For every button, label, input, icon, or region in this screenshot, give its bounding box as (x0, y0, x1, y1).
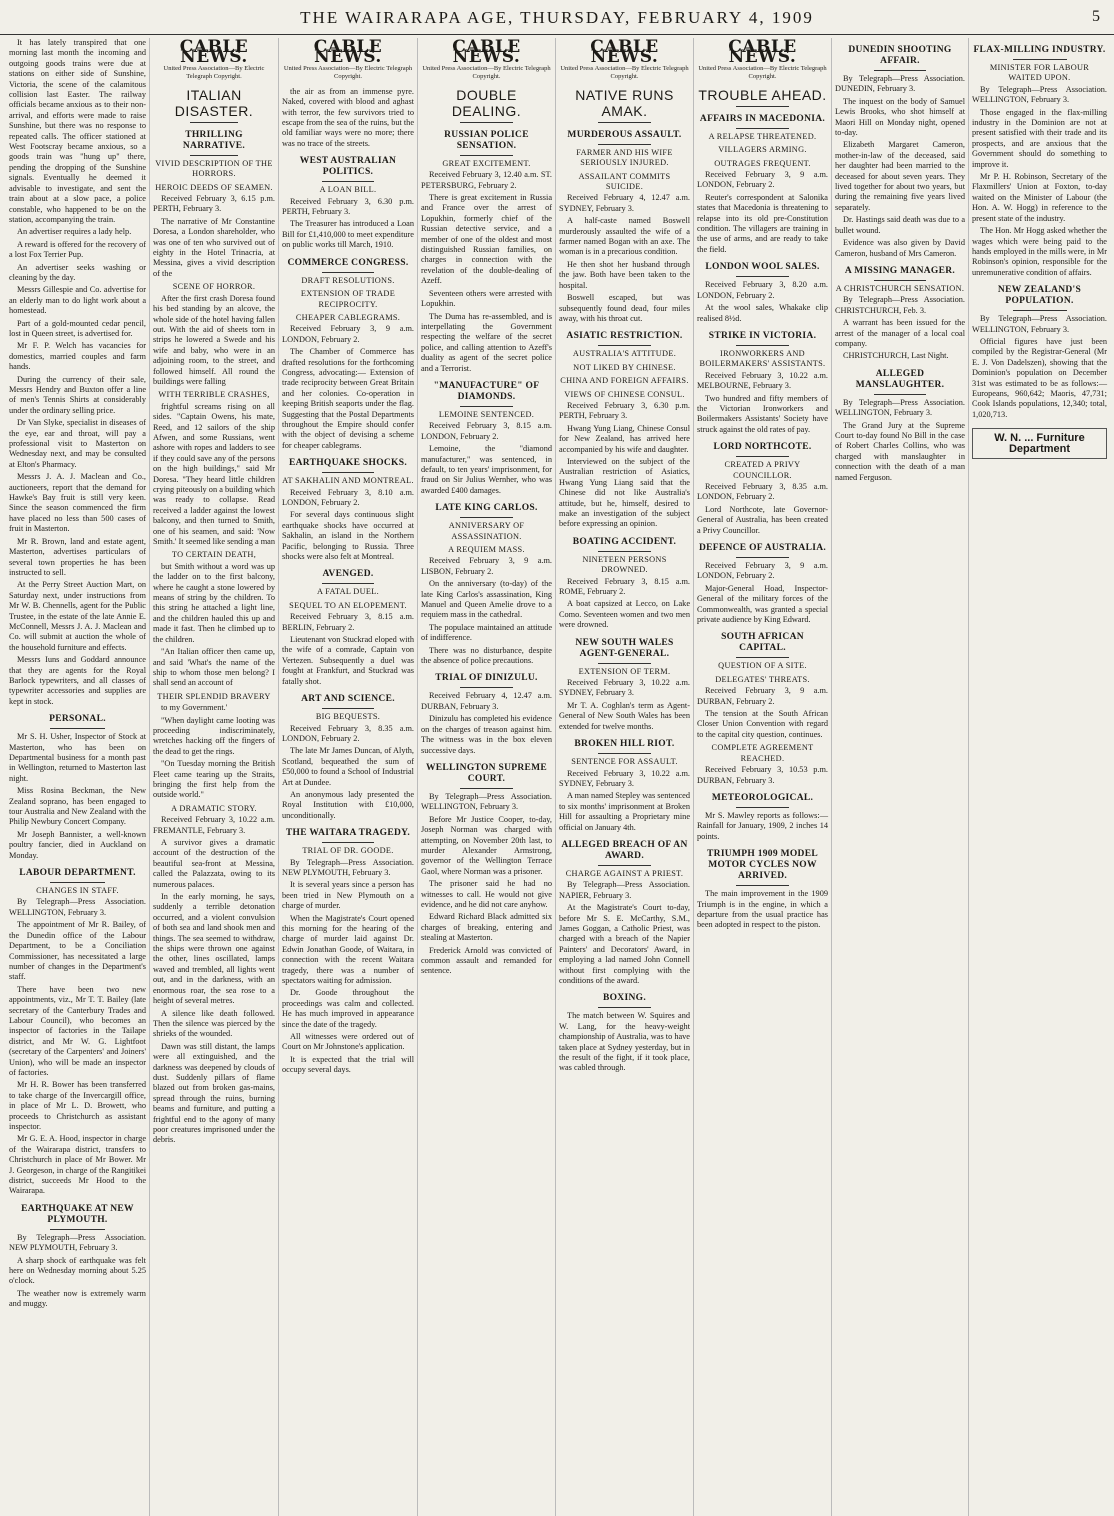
divider (598, 345, 650, 346)
paragraph: A half-caste named Boswell murderously assaulted the wife of a farmer named Bogan with an axe. The woman is in a precarious condition. (559, 216, 690, 257)
divider (736, 657, 788, 658)
main-headline: ITALIAN DISASTER. (174, 86, 254, 119)
paragraph: Lord Northcote, late Governor-General of Australia, has been created a Privy Councillor. (697, 504, 828, 535)
paragraph: By Telegraph—Press Association. NEW PLYMOUTH, February 3. (9, 1232, 146, 1253)
divider (322, 583, 375, 584)
paragraph: The Hon. Mr Hogg asked whether the wages which were being paid to the hands employed in the mills were, in Mr Robinson's opinion, responsible for the unremunerative condition of affairs. (972, 226, 1107, 277)
column-8 (968, 38, 1110, 1516)
paragraph: There have been two new appointments, viz., Mr T. T. Bailey (late secretary of the Canterbury Trades and Labour Council), who becomes an inspector of factories in the Tailape district, and Mr W. G. Lightfoot (secretary of the Carpenters' and Joiners' Union), who will be made an inspector of factories. (9, 984, 146, 1077)
headline: SOUTH AFRICAN CAPITAL. (721, 632, 804, 654)
divider (736, 106, 788, 107)
subheading: HEROIC DEEDS OF SEAMEN. (155, 182, 273, 192)
paragraph: The narrative of Mr Constantine Doresa, a London shareholder, who was one of ten who survived out of eighty in the Hotel Trinacria, at Messina, gives a vivid description of the (153, 216, 275, 278)
paragraph: The prisoner said he had no witnesses to call. He would not give evidence, and he did not care anyhow. (421, 879, 552, 909)
paragraph: On the anniversary (to-day) of the late King Carlos's assassination, King Manuel and Queen Amelie drove to a requiem mass in the cathedral. (421, 579, 552, 620)
subheading: VIVID DESCRIPTION OF THE HORRORS. (155, 158, 273, 179)
paragraph: Received February 3, 8.15 a.m. LONDON, February 2. (421, 421, 552, 441)
paragraph: The Treasurer has introduced a Loan Bill for £1,410,000 to meet expenditure on public works till March, 1910. (282, 219, 414, 250)
wire-credit: United Press Association—By Electric Telegraph Copyright. (283, 64, 413, 80)
subheading: SEQUEL TO AN ELOPEMENT. (289, 600, 407, 610)
headline: PERSONAL. (49, 714, 106, 725)
newspaper-title: THE WAIRARAPA AGE, THURSDAY, FEBRUARY 4, 1909 (300, 8, 814, 27)
main-headline: NATIVE RUNS AMAK. (575, 86, 674, 119)
divider (1013, 59, 1067, 60)
subheading: VILLAGERS ARMING. (718, 145, 807, 155)
divider (322, 272, 375, 273)
headline: FLAX-MILLING INDUSTRY. (973, 45, 1106, 55)
divider (460, 517, 512, 518)
paragraph: Dawn was still distant, the lamps were all extinguished, and the darkness was deepened by clouds of dust. Suddenly pillars of flame blazed out from broken gas-mains, spread through the ruins, burning beams and furniture, and putting a frightful end to the agony of many poor creatures imprisoned under the debris. (153, 1041, 275, 1145)
subheading: NINETEEN PERSONS DROWNED. (582, 554, 667, 575)
paragraph: Before Mr Justice Cooper, to-day, Joseph Norman was charged with attempting, on November 20th last, to murder Alexander Armstrong, governor of the Wellington Terrace Gaol, where Norman was a prisoner. (421, 814, 552, 876)
headline: NEW SOUTH WALES AGENT-GENERAL. (575, 637, 674, 659)
divider (598, 663, 650, 664)
divider (736, 885, 788, 886)
paragraph: The populace maintained an attitude of indifference. (421, 622, 552, 643)
subheading: VIEWS OF CHINESE CONSUL. (564, 389, 685, 399)
divider (736, 807, 788, 808)
paragraph: Received February 4, 12.47 a.m. DURBAN, February 3. (421, 691, 552, 711)
subheading: A LOAN BILL. (319, 185, 377, 195)
divider (736, 128, 788, 129)
divider (460, 122, 512, 123)
divider (50, 882, 105, 883)
column-3 (278, 38, 417, 1516)
paragraph: The Grand Jury at the Supreme Court to-day found No Bill in the case of Robert Charles Collins, who was charged with manslaughter in connection with the death of a man named Ferguson. (835, 420, 965, 482)
paragraph: Received February 3, 8.10 a.m. LONDON, February 2. (282, 487, 414, 507)
headline: THRILLING NARRATIVE. (182, 129, 246, 151)
paragraph: A sharp shock of earthquake was felt here on Wednesday morning about 5.25 o'clock. (9, 1255, 146, 1286)
paragraph: Major-General Hoad, Inspector-General of the military forces of the Commonwealth, was granted a special private audience by King Edward. (697, 583, 828, 625)
paragraph: Mr S. Mawley reports as follows:—Rainfall for January, 1909, 2 inches 14 points. (697, 810, 828, 841)
paragraph: Interviewed on the subject of the Australian restriction of Asiatics, Hwang Yung Liang said that the Chinese did not like Australia's attitude, but he, himself, desired to make an investigation of the subject before expressing an opinion. (559, 456, 690, 529)
masthead (0, 6, 1114, 35)
headline: ASIATIC RESTRICTION. (566, 331, 683, 342)
paragraph: The weather now is extremely warm and muggy. (9, 1288, 146, 1309)
paragraph: A reward is offered for the recovery of a lost Fox Terrier Pup. (9, 239, 146, 260)
subheading: A FATAL DUEL. (316, 587, 379, 597)
paragraph: An anonymous lady presented the Royal Institution with £10,000, unconditionally. (282, 789, 414, 820)
paragraph: By Telegraph—Press Association. WELLINGTON, February 3. (972, 84, 1107, 105)
subheading: FARMER AND HIS WIFE SERIOUSLY INJURED. (576, 147, 673, 168)
paragraph: Mr R. Brown, land and estate agent, Masterton, advertises particulars of several town properties he has been instructed to sell. (9, 536, 146, 577)
paragraph: Received February 3, 9 a.m. LISBON, February 2. (421, 556, 552, 576)
paragraph: It has lately transpired that one morning last month the incoming and outgoing goods trains were due at stations on either side of Sunshine, Victoria, the scene of the calamitous collision last Easter. The railway officials became anxious as to their non-arrival, and efforts were made to raise Sunshine, but there was no response to repeated calls. The officer stationed at West Footscray became anxious, so a goods train was "hung up" there, pending the dropping of the Sunshine signals. Eventually he deemed it advisable to investigate, and sent the train about at a slow pace, a police constable, who happened to be on the station, accompanying the train. (9, 38, 146, 224)
paragraph: By Telegraph—Press Association. CHRISTCHURCH, Feb. 3. (835, 295, 965, 315)
divider (598, 551, 650, 552)
subheading: CHINA AND FOREIGN AFFAIRS. (560, 376, 689, 386)
headline: ALLEGED MANSLAUGHTER. (855, 368, 945, 390)
paragraph: Received February 3, 6.30 p.m. PERTH, February 3. (282, 196, 414, 217)
paragraph: After the first crash Doresa found his bed standing by an alcove, the whole side of the hotel having fallen out. With the aid of sheets torn in strips he lowered a Swede and his wife and baby, who were in an adjoining room, to the street, and followed himself. All round the buildings were falling (153, 293, 275, 386)
page-number: 5 (1092, 8, 1100, 25)
headline: BOATING ACCIDENT. (572, 536, 677, 547)
main-headline: TROUBLE AHEAD. (698, 86, 827, 103)
paragraph: There is great excitement in Russia and France over the arrest of Lopukhin, formerly chief of the Russian detective service, and a member of one of the oldest and most distinguished Russian families, on charges in connection with the revelation of the double-dealing of Azeff. (421, 193, 552, 286)
paragraph: At the Magistrate's Court to-day, before Mr S. E. McCarthy, S.M., James Goggan, a Catholic Priest, was charged with a breach of the Napier Painters' and Decorators' Award, in employing a lad named John Connell without first complying with the conditions of the award. (559, 903, 690, 985)
headline: DEFENCE OF AUSTRALIA. (698, 543, 827, 553)
paragraph: Dinizulu has completed his evidence on the charges of treason against him. The witness was in the box eleven successive days. (421, 714, 552, 755)
advertisement: W. N. ... Furniture Department (972, 428, 1107, 459)
divider (874, 70, 926, 71)
wire-credit: United Press Association—By Electric Telegraph Copyright. (698, 64, 827, 80)
paragraph: He then shot her husband through the jaw. Both have been taken to the hospital. (559, 259, 690, 290)
paragraph: It is expected that the trial will occupy several days. (282, 1054, 414, 1075)
column-2 (149, 38, 278, 1516)
divider (736, 456, 788, 457)
paragraph: A warrant has been issued for the arrest of the manager of a local coal company. (835, 318, 965, 348)
paragraph: Mr P. H. Robinson, Secretary of the Flaxmillers' Union at Foxton, to-day waited on the Minister of Labour (the Hon. A. W. Hogg) in reference to the present state of the industry. (972, 172, 1107, 223)
subheading: AT SAKHALIN AND MONTREAL. (282, 476, 414, 486)
subheading: WITH TERRIBLE CRASHES, (158, 390, 270, 400)
paragraph: Mr T. A. Coghlan's term as Agent-General of New South Wales has been extended for twelve months. (559, 700, 690, 731)
section-title: CABLE NEWS. (179, 38, 249, 68)
paragraph: Hwang Yung Liang, Chinese Consul for New Zealand, has arrived here accompanied by his wife and daughter. (559, 423, 690, 454)
paragraph: Evidence was also given by David Cameron, husband of Mrs Cameron. (835, 238, 965, 258)
section-title: CABLE NEWS. (590, 38, 659, 68)
headline: STRIKE IN VICTORIA. (708, 330, 817, 341)
paragraph: Boswell escaped, but was subsequently found dead, four miles away, with his throat cut. (559, 293, 690, 323)
paragraph: At the Perry Street Auction Mart, on Saturday next, under instructions from Mr W. B. Chennells, agent for the Public Trustee, in the estate of the late Annie E. McConnell, Messrs J. A. J. Maclean and Co. will submit at auction the whole of the household furniture and effects. (9, 580, 146, 652)
wire-credit: United Press Association—By Electric Telegraph Copyright. (422, 64, 551, 80)
paragraph: Received February 3, 10.22 a.m. FREMANTLE, February 3. (153, 815, 275, 835)
headline: LONDON WOOL SALES. (705, 262, 820, 273)
paragraph: CHRISTCHURCH, Last Night. (843, 351, 949, 361)
paragraph: In the early morning, he says, suddenly a terrible detonation occurred, and a violent convulsion of both sea and land shook men and things. The sea seemed to withdraw, the ships were thrown one against the other, lines oscillated, lamps waved and trembled, all lights went out, and in the darkness, with an enormous roar, the sea rose to a height of several metres. (153, 892, 275, 1006)
subheading: A DRAMATIC STORY. (171, 803, 257, 813)
paragraph: By Telegraph—Press Association. WELLINGTON, February 3. (835, 397, 965, 418)
subheading: IRONWORKERS AND BOILERMAKERS' ASSISTANTS. (699, 348, 826, 369)
paragraph: Mr H. R. Bower has been transferred to take charge of the Invercargill office, in place of Mr L. D. Browett, who proceeds to Christchurch as assistant inspector. (9, 1080, 146, 1131)
column-5 (555, 38, 693, 1516)
column-1 (6, 38, 149, 1516)
paragraph: By Telegraph—Press Association. WELLINGTON, February 3. (421, 791, 552, 812)
paragraph: Received February 3, 6.30 p.m. PERTH, February 3. (559, 400, 690, 421)
paragraph: Received February 3, 9 a.m. LONDON, February 2. (697, 170, 828, 190)
divider (322, 842, 375, 843)
subheading: BIG BEQUESTS. (315, 712, 381, 722)
divider (460, 788, 512, 789)
headline: EARTHQUAKE SHOCKS. (288, 458, 408, 469)
divider (322, 708, 375, 709)
paragraph: The Chamber of Commerce has drafted resolutions for the forthcoming Congress, advocating:— Extension of trade reciprocity between Great Britain and her colonies. Co-operation in keeping British seaports under the flag. Suggesting that the Postal Departments throughout the Empire should confer with the object of devising a scheme for cheaper cablegrams. (282, 347, 414, 450)
paragraph: Received February 3, 8.15 a.m. BERLIN, February 2. (282, 612, 414, 632)
divider (50, 1229, 105, 1230)
divider (736, 276, 788, 277)
divider (1013, 310, 1067, 311)
paragraph: At the wool sales, Whakake clip realised 8½d. (697, 303, 828, 323)
paragraph: Mr F. P. Welch has vacancies for domestics, married couples and farm hands. (9, 341, 146, 372)
subheading: TO CERTAIN DEATH, (171, 550, 257, 560)
headline: WELLINGTON SUPREME COURT. (425, 762, 548, 784)
headline: AFFAIRS IN MACEDONIA. (699, 113, 826, 124)
subheading: LEMOINE SENTENCED. (438, 409, 535, 419)
subheading: QUESTION OF A SITE. (718, 661, 807, 671)
paragraph: A silence like death followed. Then the silence was pierced by the shrieks of the wounded. (153, 1008, 275, 1039)
headline: LABOUR DEPARTMENT. (19, 868, 136, 879)
headline: TRIUMPH 1909 MODEL MOTOR CYCLES NOW ARRIVED. (707, 849, 818, 882)
paragraph: Dr Van Slyke, specialist in diseases of the eye, ear and throat, will pay a professional visit to Masterton on Wednesday next, and may be consulted at Elton's Pharmacy. (9, 418, 146, 469)
paragraph: "On Tuesday morning the British Fleet came tearing up the Straits, bringing the first help from the outside world." (153, 759, 275, 800)
subheading: ANNIVERSARY OF ASSASSINATION. (448, 521, 525, 541)
wire-credit: United Press Association—By Electric Telegraph Copyright. (560, 64, 689, 80)
wire-credit: United Press Association—By Electric Telegraph Copyright. (163, 64, 265, 80)
paragraph: By Telegraph—Press Association. NEW PLYMOUTH, February 3. (282, 857, 414, 877)
divider (736, 345, 788, 346)
column-7 (831, 38, 968, 1516)
paragraph: For several days continuous slight earthquake shocks have occurred at Sakhalin, an island in the Northern Pacific, belonging to Russia. Three shocks were also felt at Montreal. (282, 510, 414, 562)
paragraph: "An Italian officer then came up, and said 'What's the name of the ship to whom those men belong? I shall send an account of (153, 647, 275, 688)
paragraph: Received February 3, 8.35 a.m. LONDON, February 2. (282, 723, 414, 743)
headline: THE WAITARA TRAGEDY. (285, 828, 411, 839)
headline: "MANUFACTURE" OF DIAMONDS. (433, 380, 540, 402)
headline: DUNEDIN SHOOTING AFFAIR. (848, 45, 952, 66)
paragraph: Received February 3, 9 a.m. LONDON, February 2. (697, 561, 828, 581)
subheading: CHEAPER CABLEGRAMS. (295, 312, 401, 322)
paragraph: Received February 3, 10.53 p.m. DURBAN, February 3. (697, 765, 828, 785)
headline: BOXING. (602, 993, 646, 1004)
paragraph: There was no disturbance, despite the absence of police precautions. (421, 645, 552, 666)
paragraph: Mr G. E. A. Hood, inspector in charge of the Wairarapa district, transfers to Christchurch in place of Mr Bower. Mr J. Georgeson, in charge of the Rangitikei district, succeeds Mr Hood to the Wairarapa. (9, 1134, 146, 1196)
paragraph: Dr. Goode throughout the proceedings was calm and collected. He has much improved in appearance since the date of the tragedy. (282, 988, 414, 1029)
paragraph: Mr S. H. Usher, Inspector of Stock at Masterton, who has been on Departmental business for a month past in Wellington, returned to Masterton last night. (9, 732, 146, 783)
headline: WEST AUSTRALIAN POLITICS. (299, 156, 397, 178)
headline: ALLEGED BREACH OF AN AWARD. (561, 839, 688, 861)
headline: METEOROLOGICAL. (711, 792, 814, 803)
paragraph: Received February 4, 12.47 a.m. SYDNEY, February 3. (559, 193, 690, 213)
paragraph: Received February 3, 8.35 a.m. LONDON, February 2. (697, 481, 828, 502)
paragraph: Seventeen others were arrested with Lopukhin. (421, 288, 552, 309)
subheading: NOT LIKED BY CHINESE. (573, 362, 676, 372)
divider (322, 181, 375, 182)
subheading: CHANGES IN STAFF. (36, 886, 119, 896)
paragraph: Elizabeth Margaret Cameron, mother-in-law of the deceased, said her daughter had been married to the deceased for about seven years. They lived together for about two years, but during the remaining five years lived separately. (835, 140, 965, 212)
subheading: SENTENCE FOR ASSAULT. (571, 757, 678, 767)
divider (190, 155, 239, 156)
paragraph: An advertiser seeks washing or cleaning by the day. (9, 262, 146, 282)
subheading: DELEGATES' THREATS. (715, 674, 810, 684)
paragraph: to my Government.' (161, 703, 228, 713)
headline: ART AND SCIENCE. (301, 694, 395, 705)
subheading: CREATED A PRIVY COUNCILLOR. (724, 460, 801, 480)
headline: MURDEROUS ASSAULT. (567, 129, 682, 140)
paragraph: A man named Stepley was sentenced to six months' imprisonment at Broken Hill for assaulting a Proprietary mine official on January 4th. (559, 791, 690, 832)
headline: AVENGED. (322, 569, 374, 580)
divider (598, 144, 650, 145)
paragraph: Messrs J. A. J. Maclean and Co., auctioneers, report that the demand for Hawke's Bay fruit is still very keen. Since the season commenced the firm have placed no less than 500 cases of fruit in Masterton. (9, 472, 146, 534)
headline: RUSSIAN POLICE SENSATION. (444, 129, 529, 151)
headline: TRIAL OF DINIZULU. (435, 673, 538, 684)
headline: COMMERCE CONGRESS. (287, 257, 409, 268)
subheading: TRIAL OF DR. GOODE. (302, 846, 394, 856)
subheading: A CHRISTCHURCH SENSATION. (835, 283, 965, 293)
subheading: SCENE OF HORROR. (172, 282, 256, 292)
subheading: A REQUIEM MASS. (448, 545, 525, 554)
paragraph: It is several years since a person has been tried in New Plymouth on a charge of murder. (282, 880, 414, 911)
paragraph: An advertiser requires a lady help. (17, 227, 132, 237)
paragraph: A survivor gives a dramatic account of the destruction of the beautiful sea-front at Messina, called the Palazzata, owing to its numerous palaces. (153, 838, 275, 889)
divider (322, 472, 375, 473)
headline: LORD NORTHCOTE. (713, 442, 812, 453)
section-title: CABLE NEWS. (313, 38, 383, 68)
paragraph: The main improvement in the 1909 Triumph is in the engine, in which a departure from the usual practice has been adopted in respect to the piston. (697, 889, 828, 930)
paragraph: Those engaged in the flax-milling industry in the Dominion are not at present satisfied with their trade and its prospects, and are anxious that the Government should do something to improve it. (972, 107, 1107, 169)
paragraph: When the Magistrate's Court opened this morning for the hearing of the charge of murder laid against Dr. Edwin Jonathan Goode, of Waitara, in connection with the recent Waitara tragedy, there was a number of spectators waiting for admission. (282, 913, 414, 986)
paragraph: The late Mr James Duncan, of Alyth, Scotland, bequeathed the sum of £50,000 to found a School of Industrial Art at Dundee. (282, 746, 414, 787)
column-6 (693, 38, 831, 1516)
subheading: EXTENSION OF TERM. (578, 666, 671, 676)
paragraph: Lemoine, the "diamond manufacturer," was sentenced, in default, to ten years' imprisonment, for fraud on Sir Julius Wernher, who was awarded £400 damages. (421, 444, 552, 495)
divider (598, 865, 650, 866)
paragraph: Received February 3, 10.22 a.m. MELBOURNE, February 3. (697, 370, 828, 391)
paragraph: Part of a gold-mounted cedar pencil, lost in Queen street, is advertised for. (9, 318, 146, 338)
paragraph: A boat capsized at Lecco, on Lake Como. Seventeen women and two men were drowned. (559, 599, 690, 630)
paragraph: Mr Joseph Bannister, a well-known poultry fancier, died in Auckland on Monday. (9, 829, 146, 860)
paragraph: By Telegraph—Press Association. WELLINGTON, February 3. (9, 897, 146, 917)
section-title: CABLE NEWS. (452, 38, 521, 68)
paragraph: Edward Richard Black admitted six charges of breaking, entering and stealing at Masterton. (421, 912, 552, 943)
paragraph: By Telegraph—Press Association. DUNEDIN, February 3. (835, 74, 965, 94)
headline: A MISSING MANAGER. (844, 265, 956, 276)
paragraph: Received February 3, 8.15 a.m. ROME, February 2. (559, 576, 690, 597)
divider (598, 1007, 650, 1008)
paragraph: Lieutenant von Stuckrad eloped with the wife of a comrade, Captain von Vertezen. Subsequently a duel was fought at Frankfurt, and Stuckrad was fatally shot. (282, 635, 414, 686)
paragraph: Frederick Arnold was convicted of common assault and remanded for sentence. (421, 945, 552, 976)
headline: NEW ZEALAND'S POPULATION. (997, 285, 1082, 307)
subheading: OUTRAGES FREQUENT. (714, 158, 811, 168)
headline: EARTHQUAKE AT NEW PLYMOUTH. (21, 1203, 134, 1225)
paragraph: The inquest on the body of Samuel Lewis Brooks, who shot himself at Maori Hill on Monday night, opened to-day. (835, 96, 965, 138)
divider (874, 280, 926, 281)
paragraph: Messrs Gillespie and Co. advertise for an elderly man to do light work about a homestead. (9, 285, 146, 316)
divider (598, 753, 650, 754)
paragraph: Official figures have just been compiled by the Registrar-General (Mr E. J. Von Dadelszen), showing that the Dominion's population on December 31st was estimated to be as follows:—Europeans, 960,642; Maoris, 47,731; Cook Islands populations, 12,340; total, 1,020,713. (972, 336, 1107, 419)
paragraph: Messrs Iuns and Goddard announce that they are agents for the Royal Barlock typewriters, and all classes of typewriter accessories and supplies are kept in stock. (9, 655, 146, 706)
paragraph: All witnesses were ordered out of Court on Mr Johnstone's application. (282, 1032, 414, 1052)
paragraph: "When daylight came looting was proceeding indiscriminately, wretches hacking off the fingers of the dead to get the rings. (153, 715, 275, 756)
subheading: GREAT EXCITEMENT. (442, 158, 531, 168)
paragraph: The tension at the South African Closer Union Convention with regard to the capital city question, continues. (697, 709, 828, 739)
divider (460, 155, 512, 156)
subheading: MINISTER FOR LABOUR WAITED UPON. (989, 63, 1090, 83)
divider (736, 557, 788, 558)
paragraph: Received February 3, 9 a.m. LONDON, February 2. (282, 324, 414, 344)
paragraph: Received February 3, 6.15 p.m. PERTH, February 3. (153, 194, 275, 214)
paragraph: During the currency of their sale, Messrs Hendry and Buxton offer a line of men's Tennis Shirts at considerably under the ordinary selling price. (9, 374, 146, 415)
paragraph: By Telegraph—Press Association. WELLINGTON, February 3. (972, 314, 1107, 334)
headline: BROKEN HILL RIOT. (574, 739, 675, 750)
paragraph: Reuter's correspondent at Salonika states that Macedonia is threatening to relapse into its old pre-Constitution condition. The villagers are training in the use of arms, and are ready to take the field. (697, 192, 828, 254)
divider (50, 728, 105, 729)
section-title: CABLE NEWS. (728, 38, 797, 68)
paragraph: Received February 3, 9 a.m. DURBAN, February 2. (697, 686, 828, 706)
paragraph: Received February 3, 10.22 a.m. SYDNEY, February 3. (559, 768, 690, 788)
main-headline: DOUBLE DEALING. (451, 86, 522, 119)
paragraph: Received February 3, 10.22 a.m. SYDNEY, February 3. (559, 678, 690, 698)
paragraph: Miss Rosina Beckman, the New Zealand soprano, has been engaged to tour Australia and New Zealand with the Philip Newbury Concert Company. (9, 786, 146, 827)
paragraph: By Telegraph—Press Association. NAPIER, February 3. (559, 880, 690, 900)
column-4 (417, 38, 555, 1516)
headline: LATE KING CARLOS. (435, 503, 538, 514)
paragraph: The match between W. Squires and W. Lang, for the heavy-weight championship of Australia, was to have taken place at Sydney yesterday, but in the result of the fight, if it took place, was cabled through. (559, 1011, 690, 1073)
subheading: ASSAILANT COMMITS SUICIDE. (578, 171, 671, 192)
subheading: EXTENSION OF TRADE RECIPROCITY. (300, 289, 396, 309)
subheading: DRAFT RESOLUTIONS. (301, 275, 395, 285)
subheading: COMPLETE AGREEMENT REACHED. (711, 743, 814, 763)
divider (874, 394, 926, 395)
subheading: AUSTRALIA'S ATTITUDE. (572, 349, 677, 359)
paragraph: but Smith without a word was up the ladder on to the first balcony, where he caught a stone lowered by means of string by the children. To this string he attached a light line, and the children hauled this up and made it fast. Then he climbed up to the children. (153, 561, 275, 644)
paragraph: the air as from an immense pyre. Naked, covered with blood and aghast with terror, the few survivors tried to escape from the sea of the ruins, but the old familiar ways were no more; there was no trace of the streets. (282, 86, 415, 148)
divider (598, 122, 650, 123)
paragraph: The Duma has re-assembled, and is interpellating the Government respecting the welfare of the secret police, and calling attention to Azeff's duality as agent of the secret police and a Terrorist. (421, 311, 552, 373)
paragraph: The appointment of Mr R. Bailey, of the Dunedin office of the Labour Department, to be a Conciliation Commissioner, has necessitated a large number of changes in the Department's staff. (9, 920, 146, 982)
divider (460, 687, 512, 688)
divider (190, 122, 239, 123)
paragraph: frightful screams rising on all sides. "Captain Owens, his mate, Reed, and 12 sailors of the ship Afwen, and some Russians, went ashore with ropes and ladders to see if they could save any of the persons on the high buildings," said Mr Doresa. "They heard little children crying piteously on a building which was ready to collapse. Read received a ladder against the lowest balcony, and then turned to Smith, one of his seamen, and said: 'Now Smith.' It seemed like sending a man (153, 401, 276, 547)
subheading: CHARGE AGAINST A PRIEST. (565, 868, 684, 878)
subheading: A RELAPSE THREATENED. (708, 131, 817, 141)
subheading: THEIR SPLENDID BRAVERY (157, 691, 271, 701)
paragraph: Received February 3, 8.20 a.m. LONDON, February 2. (697, 280, 828, 300)
paragraph: Two hundred and fifty members of the Victorian Ironworkers and Boilermakers Assistants' Society have struck against the old rates of pay. (697, 393, 828, 434)
paragraph: Dr. Hastings said death was due to a bullet wound. (835, 215, 965, 235)
divider (460, 406, 512, 407)
paragraph: Received February 3, 12.40 a.m. ST. PETERSBURG, February 2. (421, 170, 552, 190)
